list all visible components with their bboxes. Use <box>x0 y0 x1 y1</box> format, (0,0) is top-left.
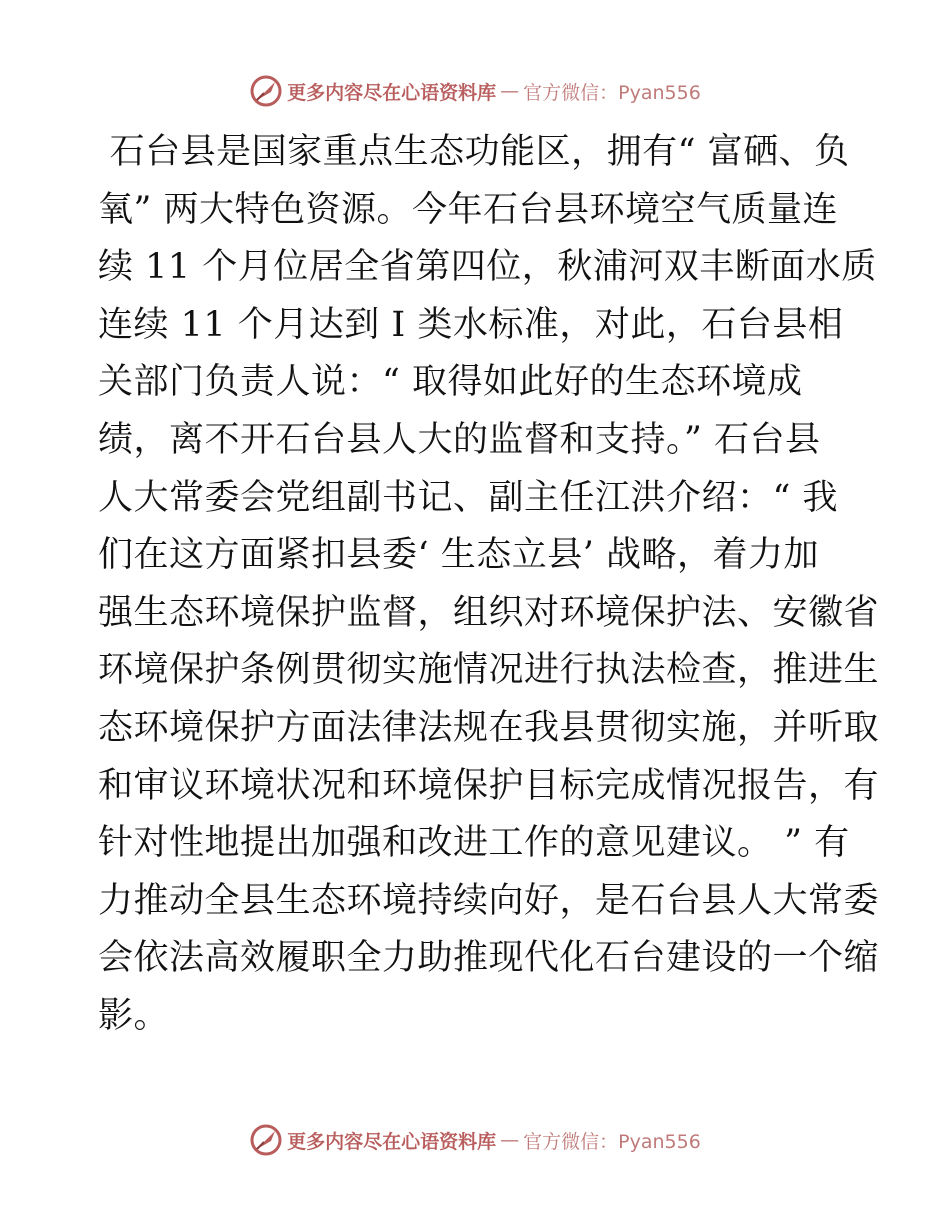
article-line: 影。 <box>98 995 170 1036</box>
article-line: 石台县是国家重点生态功能区，拥有“ 富硒、负 <box>98 132 850 172</box>
article-line: 绩，离不开石台县人大的监督和支持。” 石台县 <box>98 419 821 460</box>
article-line: 续 11 个月位居全省第四位，秋浦河双丰断面水质 <box>98 247 877 288</box>
banner-wechat: 官方微信：Pyan556 <box>523 81 701 104</box>
banner-title: 更多内容尽在心语资料库 <box>287 81 497 104</box>
article-line: 们在这方面紧扣县委‘ 生态立县’ 战略，着力加 <box>98 535 820 576</box>
article-line: 环境保护条例贯彻实施情况进行执法检查，推进生 <box>98 650 880 691</box>
article-line: 针对性地提出加强和改进工作的意见建议。 ” 有 <box>98 823 850 864</box>
banner-title: 更多内容尽在心语资料库 <box>287 1130 497 1153</box>
banner-separator: — <box>500 80 520 102</box>
article-line: 关部门负责人说：“ 取得如此好的生态环境成 <box>98 362 803 403</box>
article-line: 力推动全县生态环境持续向好，是石台县人大常委 <box>98 880 880 921</box>
header-banner <box>0 71 950 111</box>
article-line: 会依法高效履职全力助推现代化石台建设的一个缩 <box>98 938 880 979</box>
feather-pen-logo-icon <box>249 74 283 108</box>
article-line: 态环境保护方面法律法规在我县贯彻实施，并听取 <box>98 707 880 748</box>
article-line: 强生态环境保护监督，组织对环境保护法、安徽省 <box>98 592 880 633</box>
article-line: 人大常委会党组副书记、副主任江洪介绍：“ 我 <box>98 477 839 518</box>
article-line: 连续 11 个月达到 Ⅰ 类水标准，对此，石台县相 <box>98 304 844 345</box>
article-line: 氧” 两大特色资源。今年石台县环境空气质量连 <box>98 189 839 230</box>
article-line: 和审议环境状况和环境保护目标完成情况报告，有 <box>98 765 880 806</box>
banner-separator: — <box>500 1129 520 1151</box>
banner-wechat: 官方微信：Pyan556 <box>523 1130 701 1153</box>
article-body <box>98 124 880 1046</box>
feather-pen-logo-icon <box>249 1123 283 1157</box>
footer-banner <box>0 1120 950 1160</box>
